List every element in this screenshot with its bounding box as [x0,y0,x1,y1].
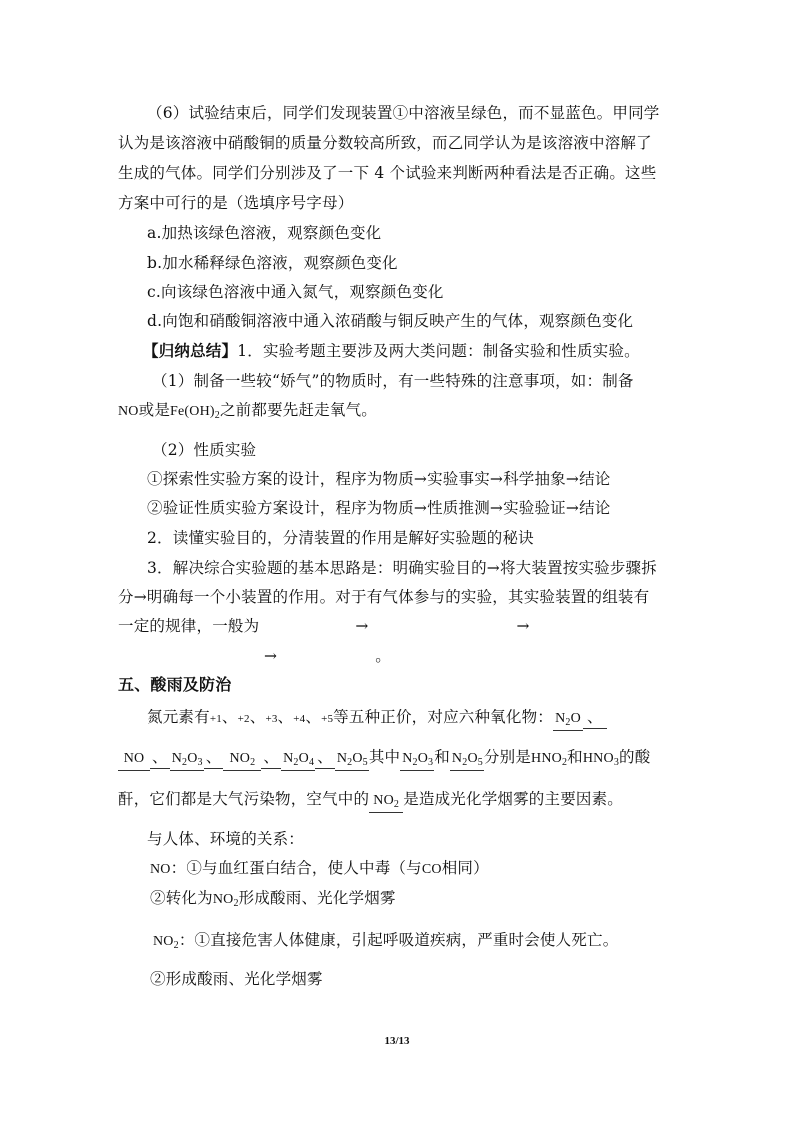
no-effect-tail: 相同） [441,859,489,877]
valence-tail: 等五种正价，对应六种氧化物： [333,708,553,726]
convert-tail: 形成酸雨、光化学烟雾 [238,889,396,907]
sep-o3: 、 [204,746,224,769]
period-mark: 。 [375,647,391,665]
oxides-line [118,746,650,771]
oxide-no: NO [118,748,150,771]
sep-1: 、 [221,708,238,726]
prop-item1: ①探索性实验方案的设计，程序为物质→实验事实→科学抽象→结论 [147,470,611,488]
prop-title: （2）性质实验 [152,441,257,459]
item3-line1: 3．解决综合实验题的基本思路是：明确实验目的→将大装置按实验步骤拆 [147,559,657,577]
prep-line2 [118,399,377,423]
colon-1: ： [170,859,187,877]
no-formula: NO [118,404,139,419]
summary-item2: 2．读懂实验目的，分清装置的作用是解好实验题的秘诀 [147,529,534,547]
no2-effect-text: ①直接危害人体健康，引起呼吸道疾病，严重时会使人死亡。 [194,931,619,949]
hno3-formula: $HNO_3$ [582,751,620,768]
prep-line1: （1）制备一些较“娇气”的物质时，有一些特殊的注意事项，如：制备 [152,372,634,390]
q6-line2: 认为是该溶液中硝酸铜的质量分数较高所致，而乙同学认为是该溶液中溶解了 [118,134,652,152]
convert-text: ②转化为 [150,889,213,907]
section-5-title: 五、酸雨及防治 [118,675,232,694]
page-number: 13/13 [384,1035,410,1047]
colon-2: ： [178,931,195,949]
no2-blank: $NO_2$ [369,790,403,813]
sep-o2: 、 [150,746,170,769]
q6-line3: 生成的气体。同学们分别涉及了一下 4 个试验来判断两种看法是否正确。这些 [118,164,657,182]
sep-2: 、 [249,708,266,726]
no-label: NO [150,862,171,877]
oxide-no2: $NO_2$ [223,748,261,771]
and-text-2: 和 [567,748,583,766]
and-text: 和 [434,748,450,766]
arrow-2: → [516,617,530,635]
prep-tail: 之前都要先赶走氧气。 [219,401,377,419]
among-text: 其中 [368,748,401,766]
feoh2-formula: $Fe(OH)_2$ [170,404,220,421]
valence-5: +5 [321,713,334,725]
summary-tag: 【归纳总结】 [143,342,238,360]
or-text: 或是 [138,401,171,419]
sep-o4: 、 [261,746,281,769]
pollutant-text: 酐，它们都是大气污染物，空气中的 [118,790,370,808]
valence-1: +1 [209,713,222,725]
no2-formula: $NO_2$ [212,892,239,909]
q6-line1: （6）试验结束后，同学们发现装置①中溶液呈绿色，而不显蓝色。甲同学 [147,104,660,122]
option-d: d.向饱和硝酸铜溶液中通入浓硝酸与铜反映产生的气体，观察颜色变化 [147,312,634,330]
sep-3: 、 [277,708,294,726]
valence-4: +4 [293,713,306,725]
item3-line2: 分→明确每一个小装置的作用。对于有气体参与的实验，其实验装置的组装有 [118,588,650,606]
arrow-1: → [355,617,369,635]
co-formula: CO [421,862,442,877]
prop-item2: ②验证性质实验方案设计，程序为物质→性质推测→实验验证→结论 [147,499,611,517]
anhydride-n2o3: $N_2O_3$ [400,748,434,771]
item3-line3 [118,615,530,637]
no2-effect-2: ②形成酸雨、光化学烟雾 [150,970,323,988]
oxide-n2o: $N_2O$ [553,708,583,731]
q6-line4: 方案中可行的是（选填序号字母） [118,194,354,212]
item3-line4 [264,645,391,667]
option-b: b.加水稀释绿色溶液，观察颜色变化 [147,254,398,272]
anhydride-n2o5: $N_2O_5$ [450,748,484,771]
no-effect-1 [150,857,489,881]
oxide-n2o4: $N_2O_4$ [281,748,315,771]
valence-intro: 氮元素有 [147,708,210,726]
item3-text: 一定的规律，一般为 [118,617,260,635]
option-a: a.加热该绿色溶液，观察颜色变化 [147,224,382,242]
oxide-n2o5: $N_2O_5$ [335,748,369,771]
pollutant-line [118,788,623,813]
option-c: c.向该绿色溶液中通入氮气，观察颜色变化 [147,283,444,301]
summary-item1: 1．实验考题主要涉及两大类问题：制备实验和性质实验。 [237,342,640,360]
sep-o1: 、 [583,706,607,729]
no2-label: $NO_2$ [153,934,179,951]
arrow-3: → [264,647,278,665]
summary-line1 [143,340,640,362]
oxide-n2o3: $N_2O_3$ [170,748,204,771]
acid-text: 的酸 [619,748,651,766]
valence-line [147,706,607,731]
valence-2: +2 [237,713,250,725]
respectively-text: 分别是 [483,748,532,766]
sep-4: 、 [305,708,322,726]
no-effect-2 [150,887,396,911]
relation-title: 与人体、环境的关系： [147,830,305,848]
no2-effect-1 [153,929,618,953]
no-effect-text: ①与血红蛋白结合，使人中毒（与 [186,859,422,877]
hno2-formula: $HNO_2$ [531,751,568,768]
sep-o5: 、 [315,746,335,769]
pollutant-tail: 是造成光化学烟雾的主要因素。 [403,790,624,808]
valence-3: +3 [265,713,278,725]
